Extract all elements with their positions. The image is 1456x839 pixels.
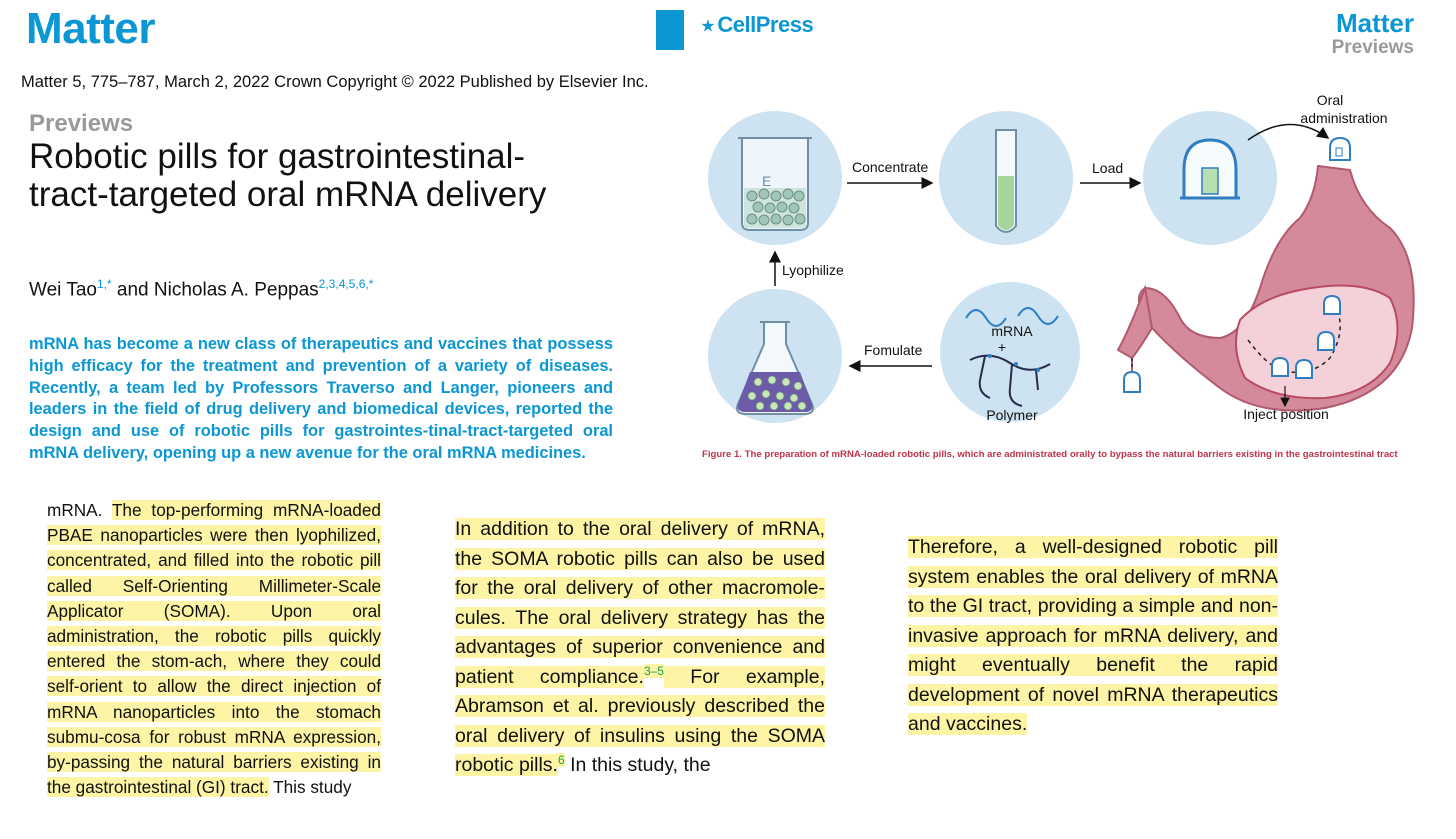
body-text: This study [268,777,352,798]
cellpress-mark-icon: ⭑ [702,12,714,37]
label-inject-position: Inject position [1243,406,1329,422]
body-column-1 [47,498,381,800]
running-title: Matter [1335,8,1414,38]
body-column-2 [455,515,825,781]
highlighted-text: In addition to the oral delivery of mRNA, the SOMA robotic pills can also be used for the oral delivery of other macromole-cules. The oral delivery strategy has the advantages of superior convenience and patient compliance. [455,518,825,688]
highlighted-text: For example, Abramson et al. previously described the oral delivery of insulins using the SOMA robotic pills. [455,665,825,776]
body-text: mRNA. [47,500,112,520]
figure-1 [700,88,1420,438]
body-column-3 [908,533,1278,740]
reference-link[interactable]: 6 [557,752,565,767]
label-concentrate: Concentrate [852,159,929,175]
label-fomulate: Fomulate [864,342,923,358]
author-name: Wei Tao [29,279,97,301]
label-plus: + [997,339,1007,355]
label-oral: Oral [1316,92,1344,108]
highlighted-text: The top-performing mRNA-loaded PBAE nanoparticles were then lyophilized, concentrated, and filled into the robotic pill called Self-Orienting Millimeter-Scale Applicator (SOMA). Upon oral administration, the robotic pills quickly entered the stom-ach, where they could self-orient to allow the direct injection of mRNA nanoparticles into the stomach submu-cosa for robust mRNA expression, by-passing the natural barriers existing in the gastrointestinal (GI) tract. [47,500,381,798]
author-separator: and [111,279,154,301]
author-name: Nicholas A. Peppas [153,279,319,301]
citation-line: Matter 5, 775–787, March 2, 2022 Crown Copyright © 2022 Published by Elsevier Inc. [21,73,649,91]
label-load: Load [1092,160,1124,176]
highlighted-text: Therefore, a well-designed robotic pill system enables the oral delivery of mRNA to the GI tract, providing a simple and non-invasive approach for mRNA delivery, and might eventually benefit the rapid development of novel mRNA therapeutics and vaccines. [908,536,1278,735]
mrna-polymer-stage [940,282,1080,422]
running-header [1332,8,1414,58]
pill-icon [1330,138,1350,160]
svg-text:E: E [762,173,772,189]
reference-link[interactable]: 3–5 [643,664,664,678]
flask-stage [708,289,842,423]
label-polymer: Polymer [986,407,1038,423]
label-mrna: mRNA [991,323,1033,339]
abstract: mRNA has become a new class of therapeutics and vaccines that possess high efficacy for the treatment and prevention of a variety of diseases. Recently, a team led by Professors Traverso and Langer, pioneers and leaders in the field of drug delivery and biomedical devices, reported the design and use of robotic pills for gastrointes-tinal-tract-targeted oral mRNA delivery, opening up a new avenue for the oral mRNA medicines. [29,335,613,462]
publisher-color-block [656,10,684,50]
publisher-logo [702,12,813,38]
label-administration: administration [1300,110,1388,126]
figure-caption: Figure 1. The preparation of mRNA-loaded robotic pills, which are administrated orally to bypass the natural barriers existing in the gastrointestinal tract [702,449,1398,460]
body-text: In this study, the [564,754,711,776]
author-affiliation: 1,* [96,277,112,291]
article-title: Robotic pills for gastrointestinal-tract-targeted oral mRNA delivery [29,137,547,214]
section-label: Previews [29,110,134,137]
label-lyophilize: Lyophilize [782,262,844,278]
author-list [29,277,373,301]
test-tube-stage [939,111,1073,245]
journal-logo: Matter [26,4,156,53]
author-affiliation: 2,3,4,5,6,* [318,277,374,291]
publisher-logo-text: CellPress [717,12,814,37]
capsule-stage [1143,111,1277,245]
beaker-stage [708,111,842,245]
running-section: Previews [1331,37,1414,58]
